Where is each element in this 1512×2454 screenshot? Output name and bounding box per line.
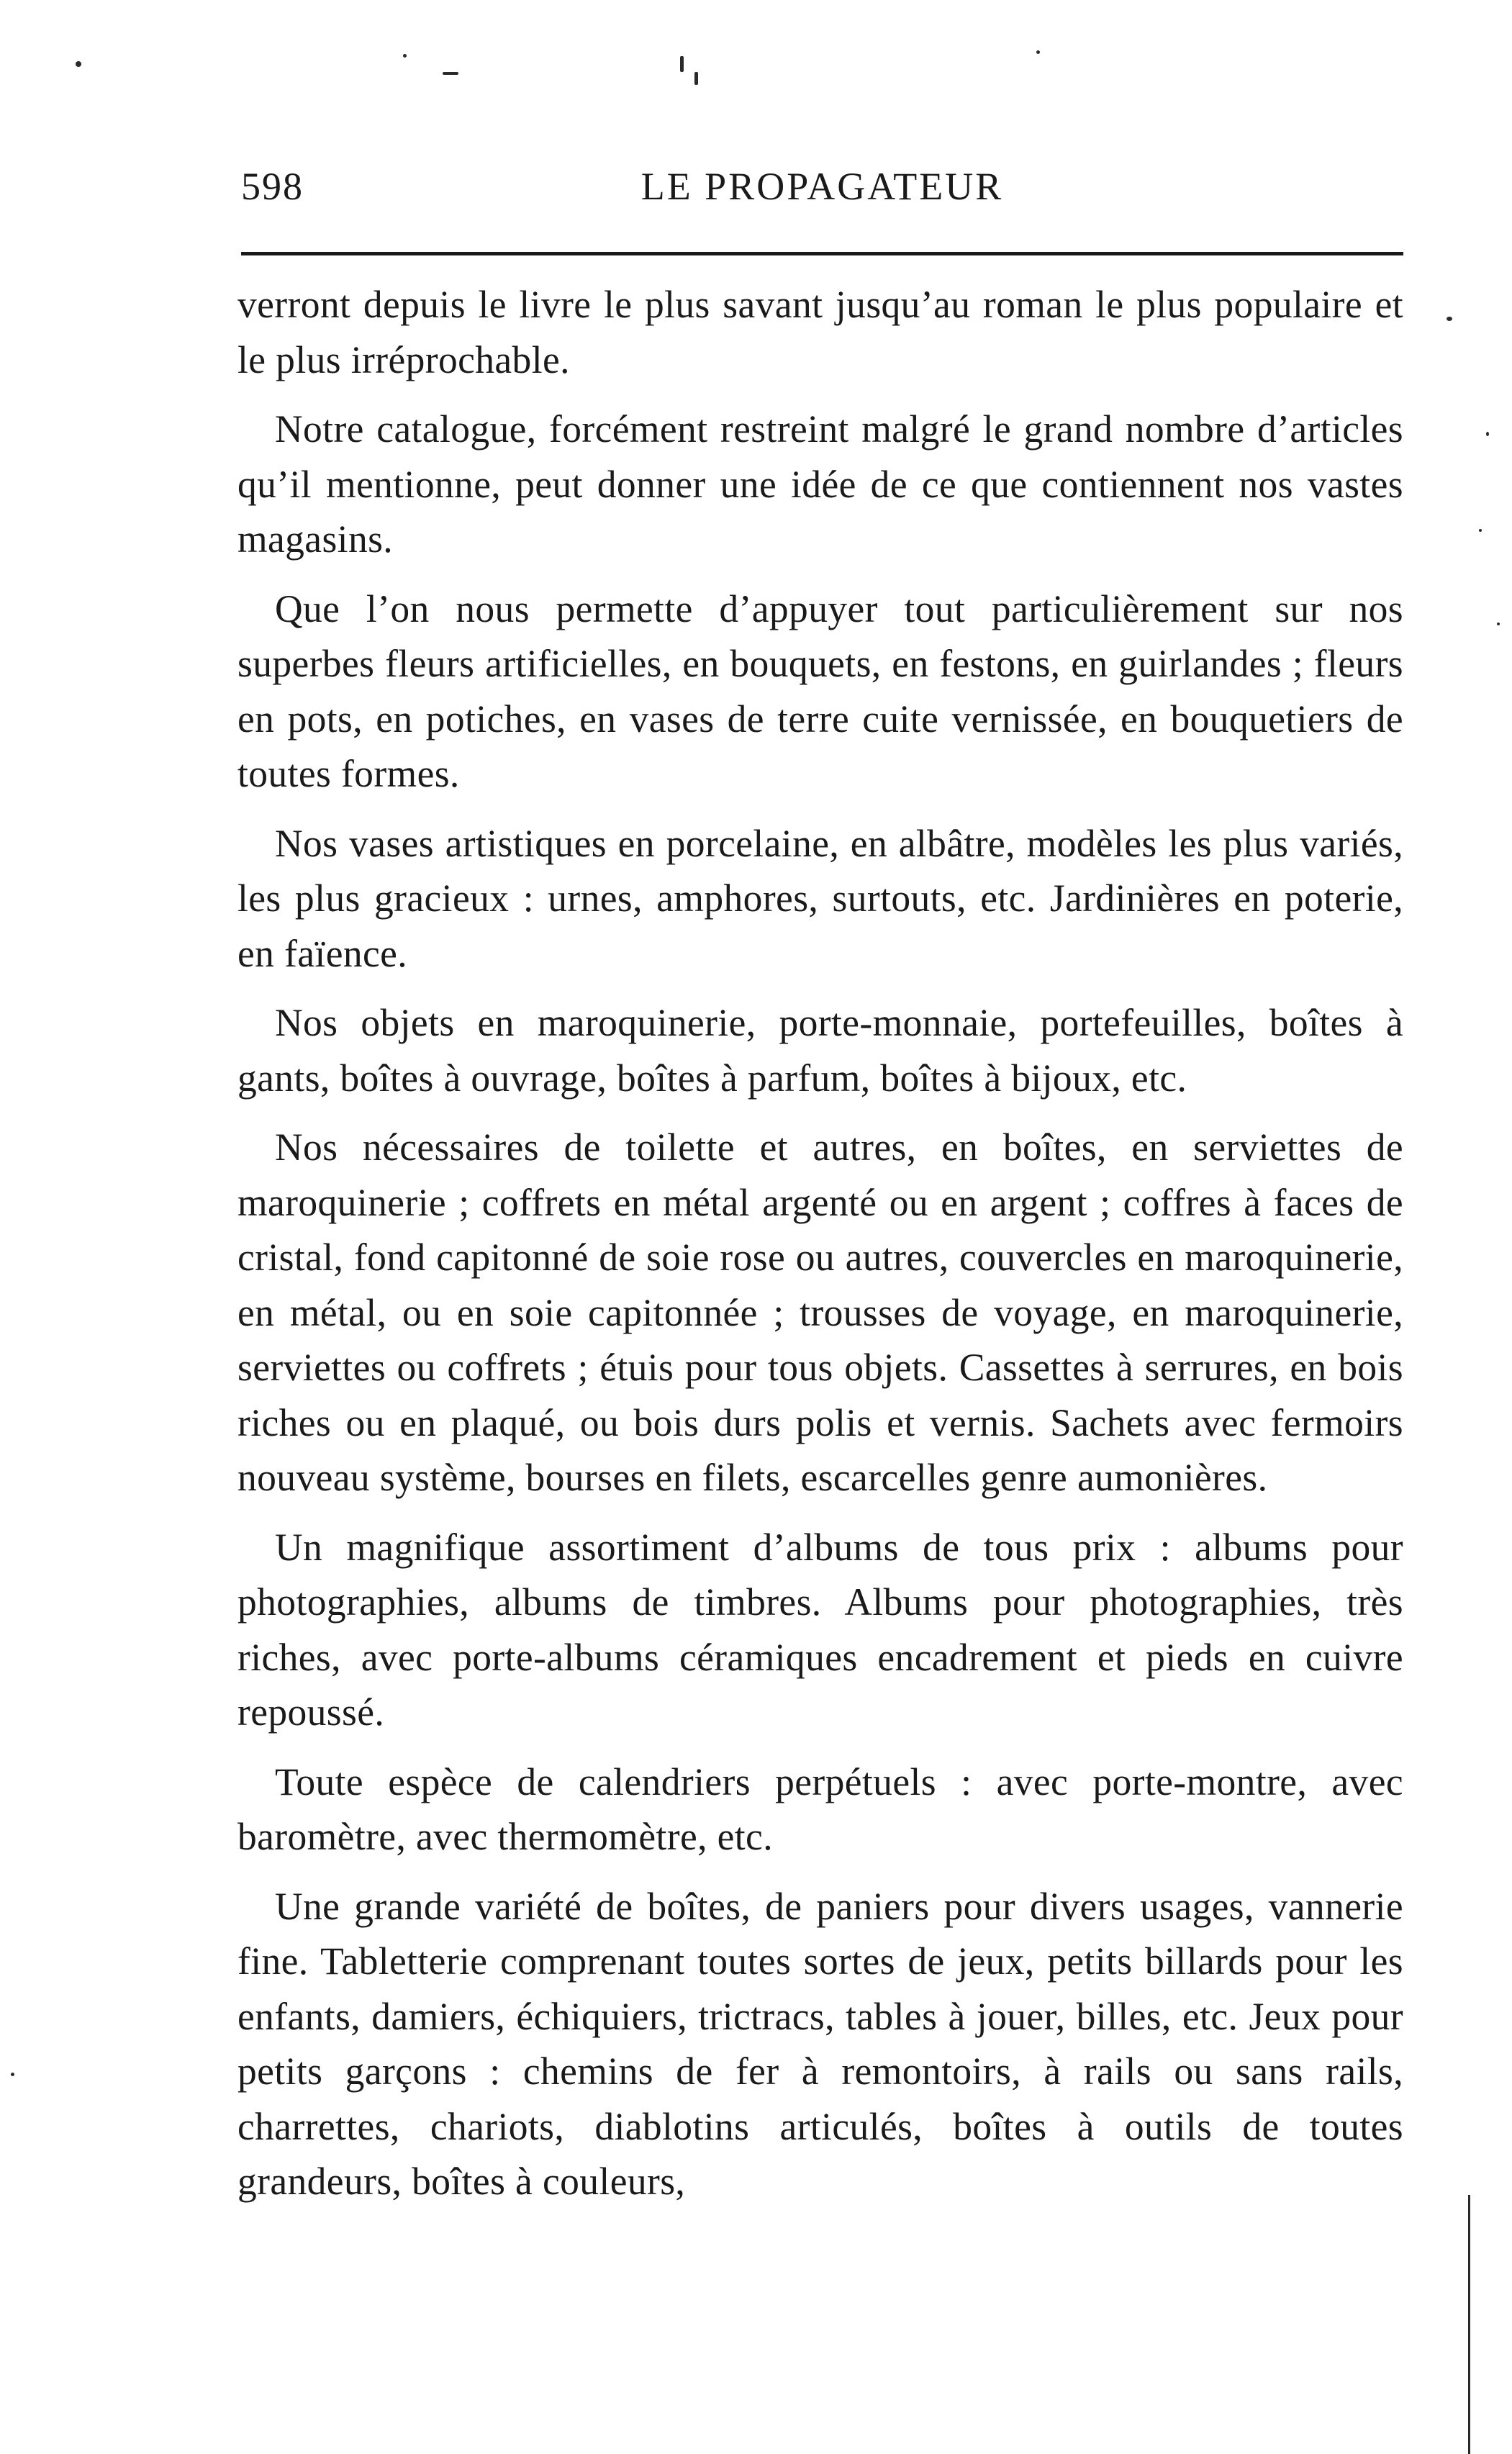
paragraph: Nos objets en maroquinerie, porte-monnaie, portefeuilles, boîtes à gants, boîtes à ouvrage, boîtes à parfum, boîtes à bijoux, etc. [237, 1001, 1403, 1100]
paragraph: Notre catalogue, forcément restreint malgré le grand nombre d’articles qu’il mentionne, peut donner une idée de ce que contiennent nos vastes magasins. [237, 407, 1403, 561]
paragraph: Toute espèce de calendriers perpétuels : avec porte-montre, avec baromètre, avec thermomètre, etc. [237, 1760, 1403, 1858]
paragraph: Un magnifique assortiment d’albums de tous prix : albums pour photographies, albums de timbres. Albums pour photographies, très riches, avec porte-albums céramiques encadrement et pieds en cuivre repoussé. [237, 1525, 1403, 1734]
body-text [237, 277, 1403, 2224]
page-edge-line [1468, 2195, 1470, 2454]
paragraph: Nos vases artistiques en porcelaine, en albâtre, modèles les plus variés, les plus gracieux : urnes, amphores, surtouts, etc. Jardinières en poterie, en faïence. [237, 821, 1403, 975]
page-header [241, 164, 1403, 222]
paragraph: Que l’on nous permette d’appuyer tout particulièrement sur nos superbes fleurs artificielles, en bouquets, en festons, en guirlandes ; fleurs en pots, en potiches, en vases de terre cuite vernissée, en bouquetiers de toutes formes. [237, 587, 1403, 795]
running-title: LE PROPAGATEUR [640, 165, 1004, 208]
paragraph: verront depuis le livre le plus savant jusqu’au roman le plus populaire et le plus irréprochable. [237, 283, 1403, 381]
header-rule [241, 252, 1403, 255]
paragraph: Nos nécessaires de toilette et autres, en boîtes, en serviettes de maroquinerie ; coffrets en métal argenté ou en argent ; coffres à faces de cristal, fond capitonné de soie rose ou autres, couvercles en maroquinerie, en métal, ou en soie capitonnée ; trousses de voyage, en maroquinerie, serviettes ou coffrets ; étuis pour tous objets. Cassettes à serrures, en bois riches ou en plaqué, ou bois durs polis et vernis. Sachets avec fermoirs nouveau système, bourses en filets, escarcelles genre aumonières. [237, 1126, 1403, 1499]
page-number: 598 [241, 165, 304, 208]
paragraph: Une grande variété de boîtes, de paniers pour divers usages, vannerie fine. Tabletterie comprenant toutes sortes de jeux, petits billards pour les enfants, damiers, échiquiers, trictracs, tables à jouer, billes, etc. Jeux pour petits garçons : chemins de fer à remontoirs, à rails ou sans rails, charrettes, chariots, diablotins articulés, boîtes à outils de toutes grandeurs, boîtes à couleurs, [237, 1884, 1403, 2203]
